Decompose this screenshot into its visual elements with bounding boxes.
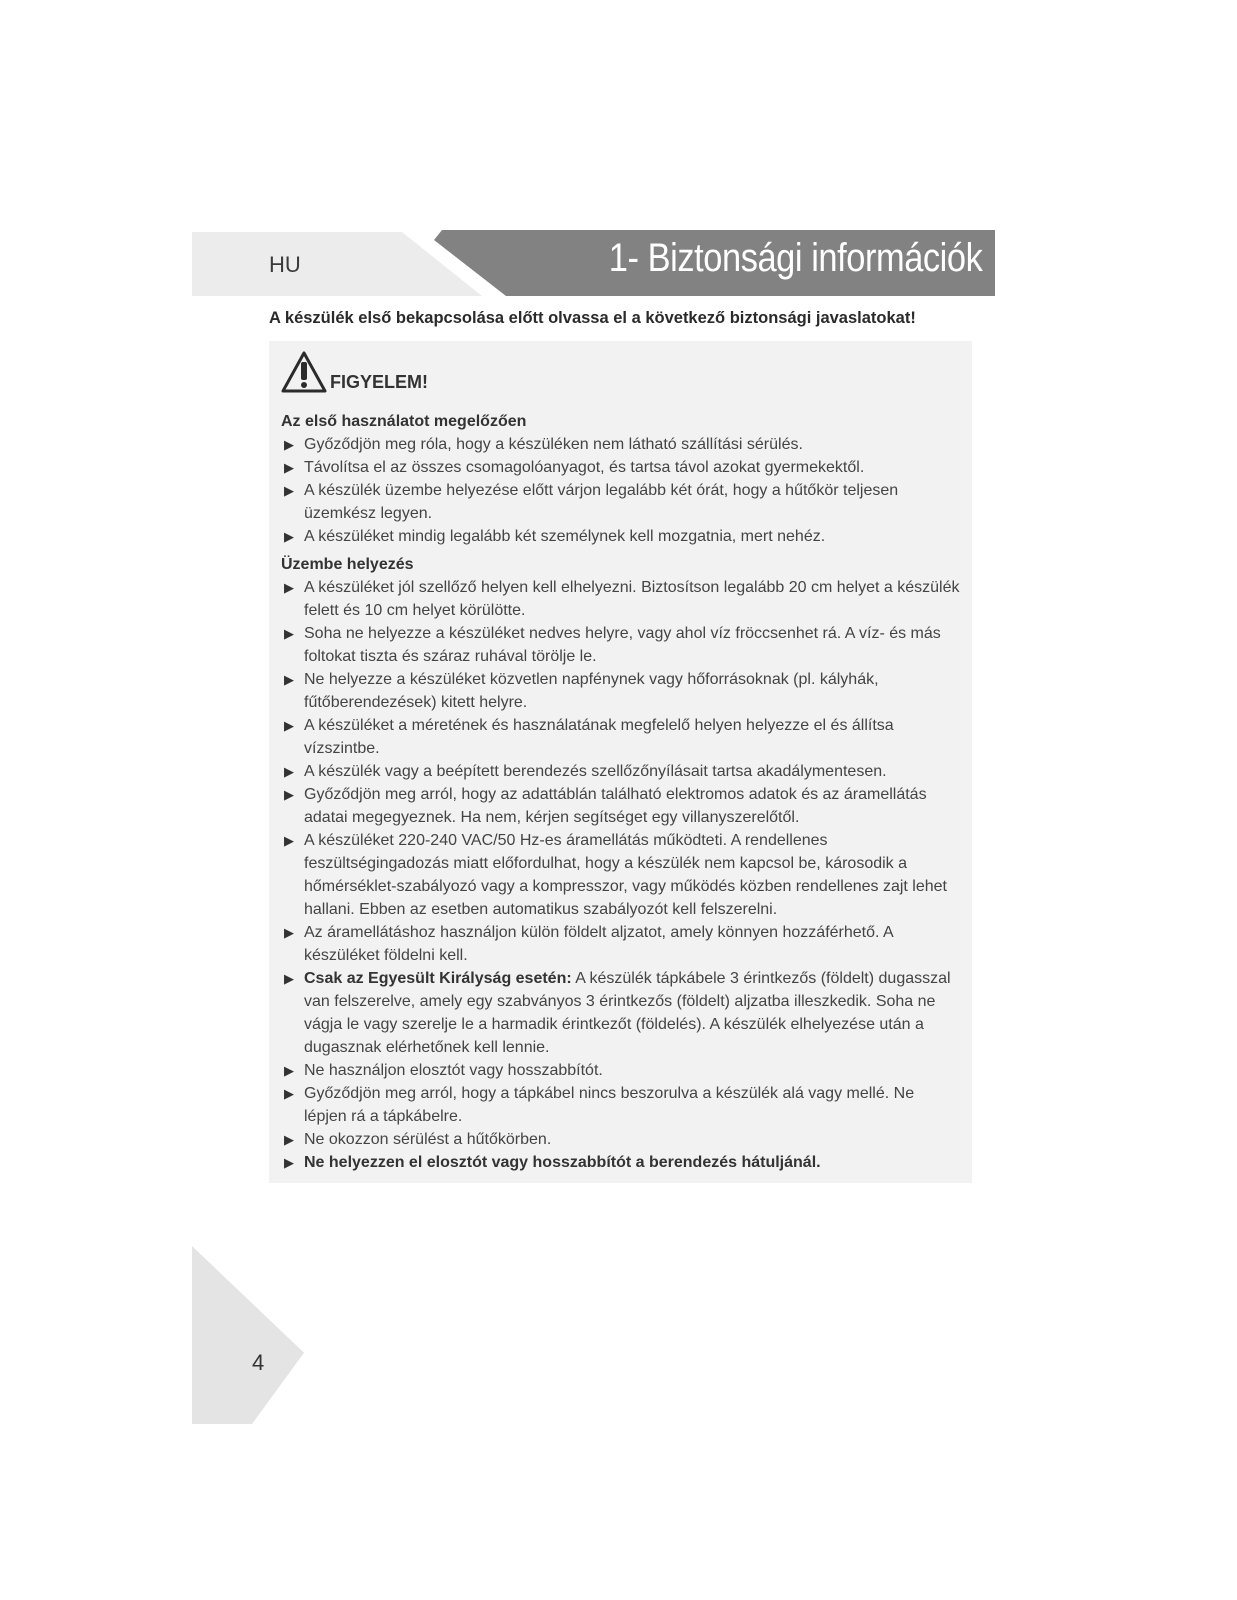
item-text: A készülék vagy a beépített berendezés szellőzőnyílásait tartsa akadálymentesen.	[304, 763, 887, 780]
list-item	[281, 576, 961, 622]
page-corner-decoration	[192, 1246, 304, 1424]
item-text: A készülék tápkábele 3 érintkezős (földelt) dugasszal van felszerelve, amely egy szabványos 3 érintkezős (földelt) aljzatba illeszkedik. Soha ne vágja le vagy szerelje le a harmadik érintkezőt (földelés). A készülék elhelyezése után a dugasznak elérhetőnek kell lennie.	[304, 970, 951, 1056]
item-text: Ne használjon elosztót vagy hosszabbítót.	[304, 1062, 603, 1079]
bullet-list	[281, 433, 961, 548]
list-item	[281, 525, 961, 548]
section-heading: Az első használatot megelőzően	[281, 413, 527, 430]
bullet-arrow-icon: ▶	[284, 718, 294, 733]
item-text: A készüléket jól szellőző helyen kell elhelyezni. Biztosítson legalább 20 cm helyet a készülék felett és 10 cm helyet körülötte.	[304, 579, 960, 619]
bullet-arrow-icon: ▶	[284, 971, 294, 986]
list-item	[281, 760, 961, 783]
list-item	[281, 714, 961, 760]
bullet-arrow-icon: ▶	[284, 483, 294, 498]
list-item	[281, 479, 961, 525]
item-text: Győződjön meg róla, hogy a készüléken nem látható szállítási sérülés.	[304, 436, 803, 453]
item-text: A készüléket a méretének és használatának megfelelő helyen helyezze el és állítsa vízszintbe.	[304, 717, 894, 757]
section-heading: Üzembe helyezés	[281, 556, 414, 573]
bullet-arrow-icon: ▶	[284, 437, 294, 452]
list-item	[281, 921, 961, 967]
list-item	[281, 456, 961, 479]
list-item	[281, 1082, 961, 1128]
item-text: A készüléket 220-240 VAC/50 Hz-es áramellátás működteti. A rendellenes feszültségingadozás miatt előfordulhat, hogy a készülék nem kapcsol be, károsodik a hőmérséklet-szabályozó vagy a kompresszor, vagy működés közben rendellenes zajt lehet hallani. Ebben az esetben automatikus szabályozót kell felszerelni.	[304, 832, 947, 918]
item-text: Győződjön meg arról, hogy a tápkábel nincs beszorulva a készülék alá vagy mellé. Ne lépjen rá a tápkábelre.	[304, 1085, 915, 1125]
item-text: Távolítsa el az összes csomagolóanyagot, és tartsa távol azokat gyermekektől.	[304, 459, 865, 476]
item-text: Ne helyezze a készüléket közvetlen napfénynek vagy hőforrásoknak (pl. kályhák, fűtőberendezések) kitett helyre.	[304, 671, 879, 711]
bullet-arrow-icon: ▶	[284, 764, 294, 779]
item-text: Soha ne helyezze a készüléket nedves helyre, vagy ahol víz fröccsenhet rá. A víz- és más foltokat tiszta és száraz ruhával törölje le.	[304, 625, 941, 665]
bullet-arrow-icon: ▶	[284, 787, 294, 802]
item-text: Győződjön meg arról, hogy az adattáblán található elektromos adatok és az áramellátás adatai megegyeznek. Ha nem, kérjen segítséget egy villanyszerelőtől.	[304, 786, 927, 826]
warning-triangle-icon	[280, 350, 328, 394]
bullet-arrow-icon: ▶	[284, 626, 294, 641]
warning-title: FIGYELEM!	[330, 372, 428, 392]
section-title: 1- Biztonsági információk	[608, 236, 982, 280]
language-code: HU	[269, 252, 301, 277]
item-text: A készülék üzembe helyezése előtt várjon legalább két órát, hogy a hűtőkör teljesen üzemkész legyen.	[304, 482, 899, 522]
page-number: 4	[252, 1350, 265, 1375]
item-text: Az áramellátáshoz használjon külön földelt aljzatot, amely könnyen hozzáférhető. A készüléket földelni kell.	[304, 924, 893, 964]
list-item	[281, 1059, 961, 1082]
bullet-arrow-icon: ▶	[284, 460, 294, 475]
bullet-arrow-icon: ▶	[284, 1155, 294, 1170]
bullet-arrow-icon: ▶	[284, 1132, 294, 1147]
safety-content	[281, 410, 961, 1174]
list-item	[281, 433, 961, 456]
bullet-arrow-icon: ▶	[284, 672, 294, 687]
bullet-arrow-icon: ▶	[284, 580, 294, 595]
list-item	[281, 668, 961, 714]
bullet-arrow-icon: ▶	[284, 1086, 294, 1101]
bullet-arrow-icon: ▶	[284, 1063, 294, 1078]
bullet-arrow-icon: ▶	[284, 925, 294, 940]
bullet-arrow-icon: ▶	[284, 833, 294, 848]
bullet-arrow-icon: ▶	[284, 529, 294, 544]
list-item	[281, 967, 961, 1059]
list-item	[281, 1151, 961, 1174]
list-item	[281, 1128, 961, 1151]
list-item	[281, 622, 961, 668]
bullet-list	[281, 576, 961, 1174]
list-item	[281, 829, 961, 921]
list-item	[281, 783, 961, 829]
item-lead-label: Csak az Egyesült Királyság esetén:	[304, 970, 572, 987]
item-text: Ne helyezzen el elosztót vagy hosszabbítót a berendezés hátuljánál.	[304, 1154, 821, 1171]
item-text: A készüléket mindig legalább két személynek kell mozgatnia, mert nehéz.	[304, 528, 826, 545]
intro-text: A készülék első bekapcsolása előtt olvassa el a következő biztonsági javaslatokat!	[269, 309, 916, 327]
item-text: Ne okozzon sérülést a hűtőkörben.	[304, 1131, 552, 1148]
